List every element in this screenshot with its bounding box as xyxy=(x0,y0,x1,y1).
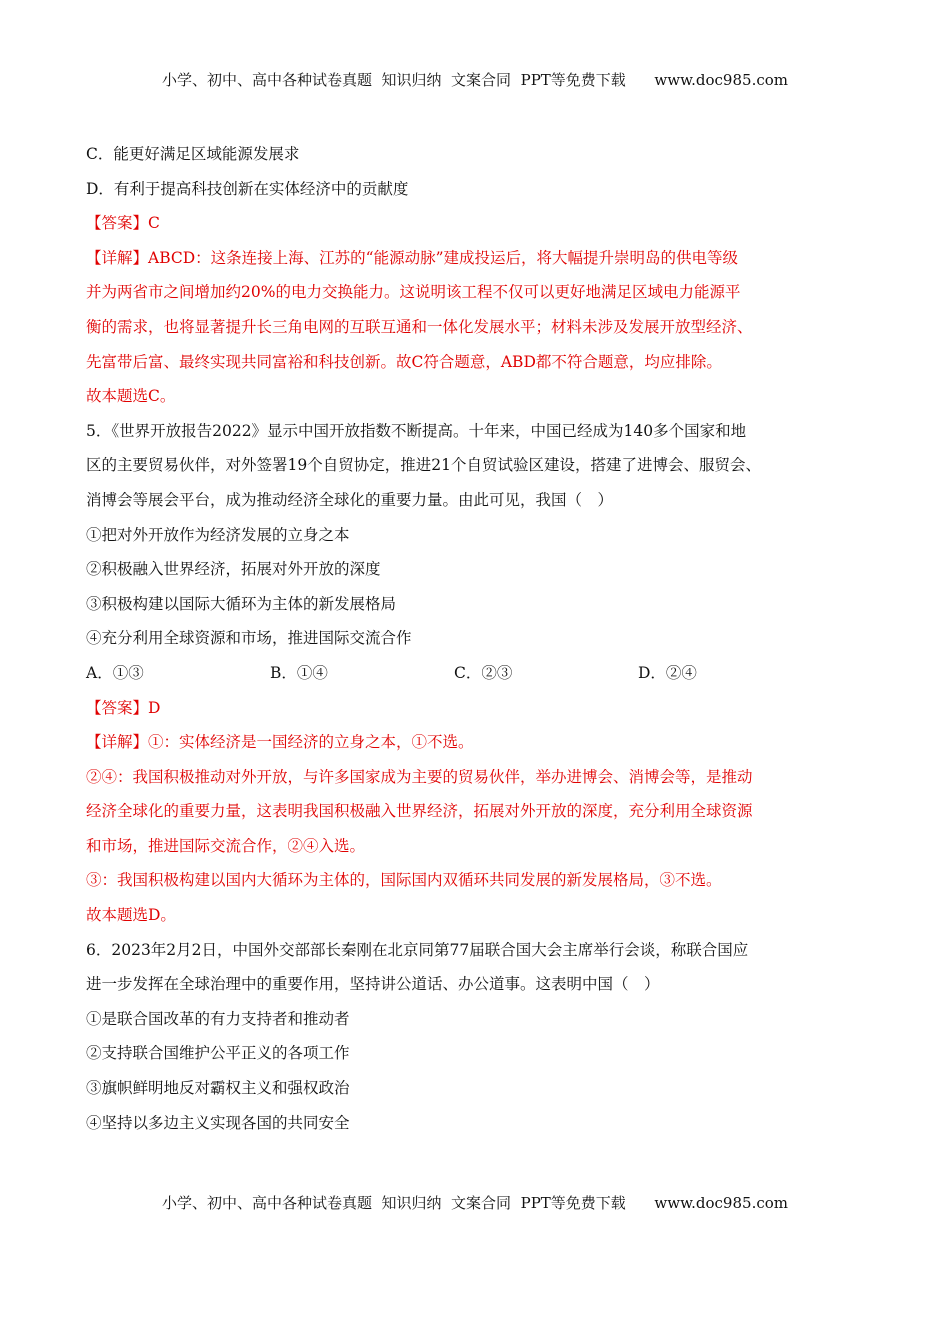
q5-detail-line: 经济全球化的重要力量，这表明我国积极融入世界经济，拓展对外开放的深度，充分利用全球资源 xyxy=(86,802,753,821)
document-body xyxy=(86,144,826,1147)
q5-stem-line: 消博会等展会平台，成为推动经济全球化的重要力量。由此可见，我国（ ） xyxy=(86,490,614,509)
q5-detail-line: ②④：我国积极推动对外开放，与许多国家成为主要的贸易伙伴，举办进博会、消博会等，是推动 xyxy=(86,767,753,786)
q5-stem-line: 区的主要贸易伙伴，对外签署19个自贸协定，推进21个自贸试验区建设，搭建了进博会、服贸会、 xyxy=(86,456,761,475)
q6-item: ②支持联合国维护公平正义的各项工作 xyxy=(86,1044,350,1063)
q4-answer: 【答案】C xyxy=(86,214,160,233)
q4-option-d: D．有利于提高科技创新在实体经济中的贡献度 xyxy=(86,179,409,198)
q5-option-d: D．②④ xyxy=(638,663,697,682)
q5-options xyxy=(86,663,826,683)
q5-detail-line: 【详解】①：实体经济是一国经济的立身之本，①不选。 xyxy=(86,733,474,752)
q4-detail-line: 先富带后富、最终实现共同富裕和科技创新。故C符合题意，ABD都不符合题意，均应排除。 xyxy=(86,352,722,371)
q4-detail-line: 故本题选C。 xyxy=(86,387,176,406)
q5-item: ④充分利用全球资源和市场，推进国际交流合作 xyxy=(86,629,412,648)
q5-answer: 【答案】D xyxy=(86,698,161,717)
page-header: 小学、初中、高中各种试卷真题 知识归纳 文案合同 PPT等免费下载 www.doc985.com xyxy=(161,71,788,89)
q6-stem-line: 进一步发挥在全球治理中的重要作用，坚持讲公道话、办公道事。这表明中国（ ） xyxy=(86,975,660,994)
q5-stem-line: 5．《世界开放报告2022》显示中国开放指数不断提高。十年来，中国已经成为140多个国家和地 xyxy=(86,421,747,440)
q5-detail-line: 故本题选D。 xyxy=(86,906,176,925)
q5-item: ①把对外开放作为经济发展的立身之本 xyxy=(86,525,350,544)
q5-option-b: B．①④ xyxy=(270,663,328,682)
q5-option-c: C．②③ xyxy=(454,663,513,682)
q4-detail-line: 并为两省市之间增加约20%的电力交换能力。这说明该工程不仅可以更好地满足区域电力能源平 xyxy=(86,283,741,302)
q4-option-c: C．能更好满足区域能源发展求 xyxy=(86,145,300,163)
q6-stem-line: 6．2023年2月2日，中国外交部部长秦刚在北京同第77届联合国大会主席举行会谈，称联合国应 xyxy=(86,940,749,959)
q5-detail-line: 和市场，推进国际交流合作，②④入选。 xyxy=(86,836,366,855)
q6-item: ③旗帜鲜明地反对霸权主义和强权政治 xyxy=(86,1079,350,1098)
q5-option-a: A．①③ xyxy=(86,663,144,682)
q4-detail-line: 衡的需求，也将显著提升长三角电网的互联互通和一体化发展水平；材料未涉及发展开放型经济、 xyxy=(86,317,753,336)
q4-detail-line: 【详解】ABCD：这条连接上海、江苏的“能源动脉”建成投运后，将大幅提升崇明岛的供电等级 xyxy=(86,248,739,267)
q5-item: ③积极构建以国际大循环为主体的新发展格局 xyxy=(86,594,397,613)
q6-item: ①是联合国改革的有力支持者和推动者 xyxy=(86,1009,350,1028)
q5-item: ②积极融入世界经济，拓展对外开放的深度 xyxy=(86,560,381,579)
q5-detail-line: ③：我国积极构建以国内大循环为主体的，国际国内双循环共同发展的新发展格局，③不选。 xyxy=(86,871,722,890)
q6-item: ④坚持以多边主义实现各国的共同安全 xyxy=(86,1113,350,1132)
page-footer: 小学、初中、高中各种试卷真题 知识归纳 文案合同 PPT等免费下载 www.doc985.com xyxy=(161,1194,788,1212)
